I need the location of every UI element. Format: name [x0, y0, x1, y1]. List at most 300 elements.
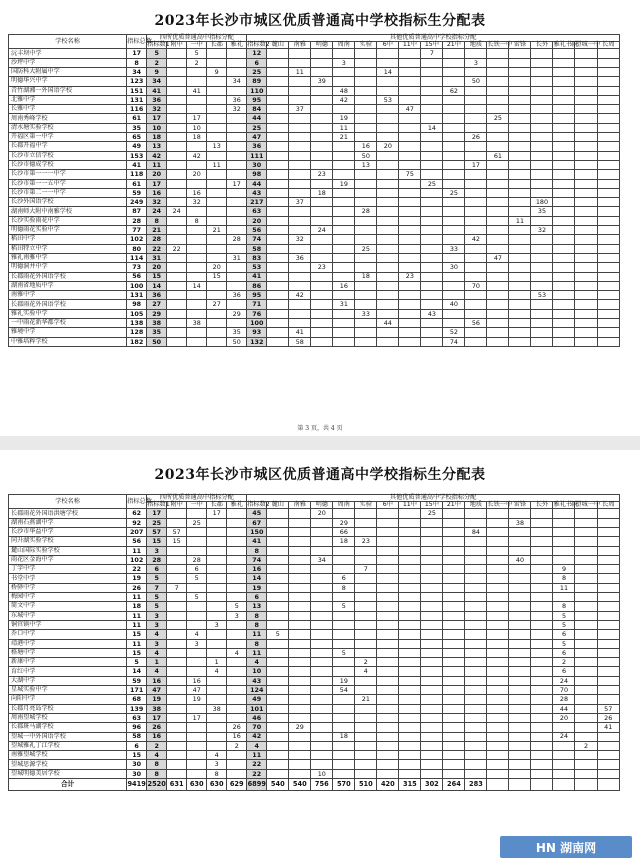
table-cell — [465, 95, 487, 104]
table-cell — [487, 226, 509, 235]
subtotal-cell: 41 — [247, 272, 267, 281]
table-cell — [167, 648, 187, 657]
table-row — [9, 170, 620, 179]
table-cell — [553, 77, 575, 86]
table-cell — [553, 281, 575, 290]
table-cell — [377, 188, 399, 197]
table-cell — [421, 723, 443, 732]
header-col: 南雅 — [289, 42, 311, 49]
table-cell — [465, 263, 487, 272]
table-cell — [187, 160, 207, 169]
table-cell — [355, 751, 377, 760]
total-cell: 123 — [127, 77, 147, 86]
table-cell: 8 — [553, 574, 575, 583]
table-cell — [509, 546, 531, 555]
table-cell — [167, 123, 187, 132]
table-cell — [597, 77, 620, 86]
table-cell — [531, 686, 553, 695]
table-cell — [553, 188, 575, 197]
table-cell — [399, 658, 421, 667]
total-cell: 420 — [377, 779, 399, 791]
table-cell — [333, 769, 355, 778]
table-cell — [267, 253, 289, 262]
table-cell — [333, 263, 355, 272]
table-cell — [167, 630, 187, 639]
table-cell — [267, 593, 289, 602]
school-name: 周南望城学校 — [9, 713, 127, 722]
table-cell — [399, 611, 421, 620]
total-cell — [597, 779, 620, 791]
subtotal-cell: 42 — [147, 151, 167, 160]
table-cell — [333, 713, 355, 722]
table-cell — [531, 518, 553, 527]
table-cell: 38 — [509, 518, 531, 527]
table-cell — [399, 216, 421, 225]
table-row — [9, 114, 620, 123]
table-cell — [553, 509, 575, 518]
table-cell — [207, 216, 227, 225]
table-cell — [465, 593, 487, 602]
table-cell — [267, 676, 289, 685]
table-cell — [487, 528, 509, 537]
header-col: 雷锋 — [509, 42, 531, 49]
table-cell — [227, 667, 247, 676]
table-cell — [399, 648, 421, 657]
school-name: 大湖中学 — [9, 676, 127, 685]
table-cell — [187, 658, 207, 667]
table-cell: 19 — [333, 676, 355, 685]
subtotal-cell: 36 — [147, 95, 167, 104]
table-cell — [421, 583, 443, 592]
subtotal-cell: 13 — [147, 142, 167, 151]
school-name: 南雅望城学校 — [9, 751, 127, 760]
table-cell — [575, 272, 597, 281]
table-cell — [227, 686, 247, 695]
school-name: 长郡月亮岛学校 — [9, 704, 127, 713]
table-cell — [421, 555, 443, 564]
table-cell — [355, 49, 377, 58]
table-cell — [597, 272, 620, 281]
total-cell: 65 — [127, 133, 147, 142]
header-sub2: 指标数2 — [247, 41, 270, 49]
total-cell: 49 — [127, 142, 147, 151]
table-cell — [377, 565, 399, 574]
table-cell — [311, 151, 333, 160]
table-cell — [487, 300, 509, 309]
school-name: 长沙市华益中学 — [9, 528, 127, 537]
table-cell — [267, 95, 289, 104]
table-cell — [167, 676, 187, 685]
table-cell — [167, 658, 187, 667]
table-cell — [531, 309, 553, 318]
table-cell — [509, 537, 531, 546]
table-cell — [597, 123, 620, 132]
table-cell — [227, 528, 247, 537]
table-cell — [465, 769, 487, 778]
table-cell — [443, 593, 465, 602]
table-cell — [465, 676, 487, 685]
table-cell — [333, 639, 355, 648]
school-name: 湖南石燕湖中学 — [9, 518, 127, 527]
subtotal-cell: 41 — [147, 86, 167, 95]
subtotal-cell: 38 — [147, 704, 167, 713]
subtotal-cell: 15 — [147, 272, 167, 281]
table-cell — [377, 86, 399, 95]
total-cell: 87 — [127, 207, 147, 216]
table-cell — [377, 639, 399, 648]
table-cell — [509, 751, 531, 760]
total-cell: 80 — [127, 244, 147, 253]
table-cell — [399, 565, 421, 574]
header-col: 雅礼 — [227, 502, 247, 509]
table-cell — [509, 235, 531, 244]
table-cell — [289, 49, 311, 58]
table-cell — [267, 583, 289, 592]
table-cell — [377, 300, 399, 309]
table-cell: 16 — [227, 732, 247, 741]
table-cell — [333, 555, 355, 564]
subtotal-cell: 3 — [147, 639, 167, 648]
total-cell: 77 — [127, 226, 147, 235]
table-cell — [377, 769, 399, 778]
table-cell — [333, 216, 355, 225]
total-cell: 264 — [443, 779, 465, 791]
subtotal-cell: 13 — [247, 602, 267, 611]
table-cell — [465, 741, 487, 750]
table-cell — [377, 713, 399, 722]
table-cell — [207, 528, 227, 537]
subtotal-cell: 150 — [247, 528, 267, 537]
table-cell — [355, 263, 377, 272]
table-cell — [377, 509, 399, 518]
table-cell — [443, 291, 465, 300]
table-cell: 52 — [443, 328, 465, 337]
table-cell — [465, 686, 487, 695]
table-cell — [597, 235, 620, 244]
table-cell — [487, 328, 509, 337]
table-cell — [311, 667, 333, 676]
table-cell — [377, 170, 399, 179]
table-cell — [289, 760, 311, 769]
table-cell — [509, 658, 531, 667]
table-cell: 5 — [187, 574, 207, 583]
table-cell — [289, 602, 311, 611]
table-cell — [553, 58, 575, 67]
table-row — [9, 546, 620, 555]
table-cell — [207, 114, 227, 123]
table-cell — [227, 86, 247, 95]
table-cell — [207, 49, 227, 58]
total-cell: 17 — [127, 49, 147, 58]
table-cell — [421, 648, 443, 657]
school-name: 明德洞井中学 — [9, 263, 127, 272]
table-cell: 41 — [187, 86, 207, 95]
table-cell — [443, 574, 465, 583]
subtotal-cell: 4 — [247, 658, 267, 667]
table-cell — [227, 583, 247, 592]
table-cell — [443, 133, 465, 142]
table-cell — [443, 686, 465, 695]
table-cell — [421, 68, 443, 77]
subtotal-cell: 47 — [147, 686, 167, 695]
table-cell — [487, 565, 509, 574]
table-cell: 26 — [597, 713, 620, 722]
table-cell — [311, 253, 333, 262]
table-cell — [207, 741, 227, 750]
table-cell — [267, 760, 289, 769]
table-cell — [187, 667, 207, 676]
table-cell — [531, 337, 553, 346]
table-row — [9, 337, 620, 346]
table-cell: 3 — [187, 639, 207, 648]
table-cell — [377, 546, 399, 555]
school-name: 简文中学 — [9, 602, 127, 611]
table-cell — [289, 611, 311, 620]
table-cell — [465, 630, 487, 639]
table-cell: 6 — [187, 565, 207, 574]
table-row — [9, 142, 620, 151]
table-cell — [333, 611, 355, 620]
table-cell — [465, 648, 487, 657]
table-cell — [311, 309, 333, 318]
table-cell — [421, 602, 443, 611]
table-row — [9, 133, 620, 142]
table-cell — [187, 291, 207, 300]
table-cell: 25 — [187, 518, 207, 527]
table-cell — [267, 49, 289, 58]
table-cell — [187, 95, 207, 104]
table-cell — [597, 263, 620, 272]
table-cell — [227, 170, 247, 179]
table-cell — [509, 291, 531, 300]
table-cell — [399, 686, 421, 695]
table-cell — [227, 68, 247, 77]
table-cell: 17 — [227, 179, 247, 188]
table-cell — [227, 676, 247, 685]
table-cell: 28 — [187, 555, 207, 564]
table-cell: 18 — [333, 732, 355, 741]
subtotal-cell: 42 — [247, 732, 267, 741]
table-cell — [553, 300, 575, 309]
table-cell — [377, 77, 399, 86]
table-cell — [289, 741, 311, 750]
table-cell — [487, 760, 509, 769]
table-cell — [531, 86, 553, 95]
table-cell — [311, 328, 333, 337]
table-cell — [443, 565, 465, 574]
table-cell — [465, 123, 487, 132]
header-col: 一中 — [187, 502, 207, 509]
table-cell — [267, 68, 289, 77]
table-cell: 42 — [289, 291, 311, 300]
table-cell — [465, 151, 487, 160]
table-cell — [167, 226, 187, 235]
table-cell — [421, 142, 443, 151]
table-cell — [465, 751, 487, 760]
table-cell — [487, 518, 509, 527]
school-name: 一中雨花新华都学校 — [9, 319, 127, 328]
subtotal-cell: 25 — [147, 518, 167, 527]
table-cell — [553, 337, 575, 346]
table-cell — [487, 723, 509, 732]
school-name: 中雅培粹学校 — [9, 337, 127, 346]
table-cell — [531, 188, 553, 197]
table-cell — [167, 611, 187, 620]
total-cell: 28 — [127, 216, 147, 225]
table-cell — [421, 86, 443, 95]
table-cell — [187, 309, 207, 318]
table-cell — [311, 741, 333, 750]
table-cell — [575, 620, 597, 629]
table-cell — [355, 133, 377, 142]
table-cell — [227, 593, 247, 602]
table-cell — [575, 760, 597, 769]
table-cell — [487, 667, 509, 676]
table-cell — [355, 328, 377, 337]
subtotal-cell: 67 — [247, 518, 267, 527]
table-cell — [465, 291, 487, 300]
table-cell — [377, 58, 399, 67]
table-cell — [167, 732, 187, 741]
table-cell — [377, 337, 399, 346]
table-cell — [289, 142, 311, 151]
table-cell — [443, 611, 465, 620]
header-group-1: 四所优质普通高中指标分配 — [147, 495, 247, 502]
table-cell — [465, 198, 487, 207]
table-cell — [207, 291, 227, 300]
table-cell — [267, 337, 289, 346]
table-cell — [311, 611, 333, 620]
total-cell: 30 — [127, 769, 147, 778]
table-cell — [487, 309, 509, 318]
table-cell: 42 — [465, 235, 487, 244]
table-cell — [227, 133, 247, 142]
table-cell — [531, 179, 553, 188]
total-cell: 540 — [267, 779, 289, 791]
table-cell — [355, 723, 377, 732]
table-cell — [575, 263, 597, 272]
table-cell — [167, 291, 187, 300]
table-cell — [267, 281, 289, 290]
table-cell: 4 — [227, 648, 247, 657]
table-cell: 16 — [333, 281, 355, 290]
table-cell — [509, 105, 531, 114]
total-cell: 630 — [207, 779, 227, 791]
table-cell — [377, 593, 399, 602]
table-cell — [267, 518, 289, 527]
table-cell — [267, 751, 289, 760]
table-cell — [553, 123, 575, 132]
subtotal-cell: 41 — [247, 537, 267, 546]
subtotal-cell: 11 — [147, 160, 167, 169]
table-cell — [289, 509, 311, 518]
table-cell — [531, 574, 553, 583]
table-cell — [443, 658, 465, 667]
table-cell — [421, 188, 443, 197]
table-cell — [553, 49, 575, 58]
table-cell: 9 — [207, 68, 227, 77]
subtotal-cell: 11 — [247, 648, 267, 657]
table-cell: 31 — [227, 253, 247, 262]
table-cell — [167, 769, 187, 778]
table-cell — [187, 648, 207, 657]
subtotal-cell: 16 — [147, 676, 167, 685]
table-cell: 1 — [207, 658, 227, 667]
table-cell — [531, 565, 553, 574]
table-cell: 58 — [289, 337, 311, 346]
table-cell — [311, 723, 333, 732]
table-row — [9, 244, 620, 253]
subtotal-cell: 57 — [147, 528, 167, 537]
school-name: 周南秀峰学校 — [9, 114, 127, 123]
table-cell — [487, 207, 509, 216]
table-cell — [267, 574, 289, 583]
table-cell — [575, 328, 597, 337]
table-cell: 19 — [333, 114, 355, 123]
total-cell: 182 — [127, 337, 147, 346]
table-cell — [399, 337, 421, 346]
table-cell — [311, 686, 333, 695]
table-cell: 21 — [207, 226, 227, 235]
table-cell: 61 — [487, 151, 509, 160]
table-cell — [487, 648, 509, 657]
school-name: 雨花区金海中学 — [9, 555, 127, 564]
table-cell — [207, 565, 227, 574]
subtotal-cell: 8 — [247, 639, 267, 648]
table-cell — [487, 216, 509, 225]
table-cell — [311, 198, 333, 207]
table-cell — [553, 95, 575, 104]
table-cell — [465, 713, 487, 722]
table-cell — [487, 751, 509, 760]
table-cell — [167, 741, 187, 750]
table-cell — [267, 509, 289, 518]
table-cell — [187, 546, 207, 555]
table-cell — [443, 667, 465, 676]
table-row — [9, 713, 620, 722]
table-cell — [289, 574, 311, 583]
table-cell — [289, 300, 311, 309]
table-cell — [377, 114, 399, 123]
table-cell — [207, 281, 227, 290]
table-cell — [531, 537, 553, 546]
table-cell — [377, 179, 399, 188]
table-cell — [333, 593, 355, 602]
table-cell — [187, 611, 207, 620]
table-cell: 66 — [333, 528, 355, 537]
header-sub1: 指标数1 — [147, 501, 170, 509]
total-cell: 5 — [127, 658, 147, 667]
table-cell — [465, 583, 487, 592]
table-cell — [187, 142, 207, 151]
subtotal-cell: 19 — [247, 583, 267, 592]
table-cell — [509, 170, 531, 179]
subtotal-cell: 4 — [147, 751, 167, 760]
table-cell: 6 — [333, 574, 355, 583]
table-cell — [509, 704, 531, 713]
table-cell: 5 — [553, 620, 575, 629]
total-cell: 570 — [333, 779, 355, 791]
table-cell — [167, 723, 187, 732]
table-cell — [553, 105, 575, 114]
school-name: 长沙市第一一五中学 — [9, 179, 127, 188]
table-cell — [421, 281, 443, 290]
table-cell — [267, 300, 289, 309]
table-row — [9, 676, 620, 685]
table-cell — [443, 639, 465, 648]
table-cell — [553, 291, 575, 300]
table-cell — [355, 319, 377, 328]
